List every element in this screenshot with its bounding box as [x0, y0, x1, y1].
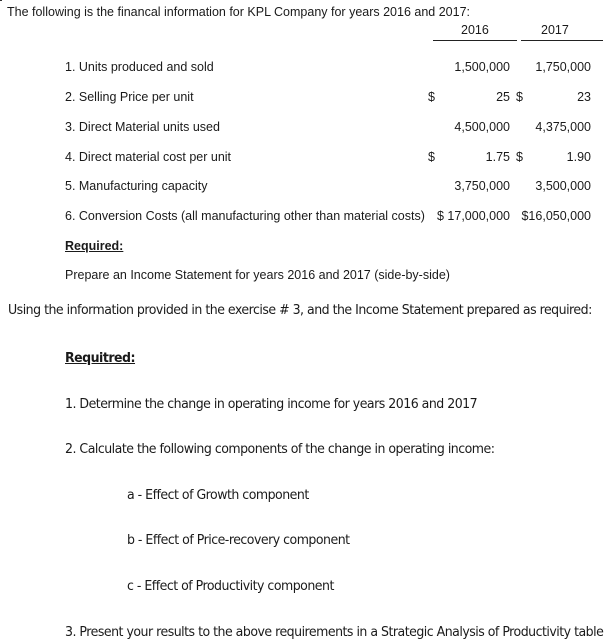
- value-2017: 3,500,000: [535, 179, 591, 193]
- dollar-sign-2017: $: [516, 90, 523, 104]
- value-2017: 23: [577, 90, 591, 104]
- value-2016: 1,500,000: [454, 60, 510, 74]
- value-2016: 1.75: [485, 150, 510, 164]
- value-2016: 4,500,000: [454, 120, 510, 134]
- requirement-3: 3. Present your results to the above requirements in a Strategic Analysis of Productivity table: [65, 624, 604, 640]
- row-label: 6. Conversion Costs (all manufacturing other than material costs): [65, 209, 425, 223]
- required-text: Prepare an Income Statement for years 2016 and 2017 (side-by-side): [65, 268, 450, 282]
- requirement-1: 1. Determine the change in operating income for years 2016 and 2017: [65, 396, 478, 412]
- value-2016: 3,750,000: [454, 179, 510, 193]
- value-2017: $16,050,000: [521, 209, 591, 223]
- dollar-sign-2017: $: [516, 150, 523, 164]
- value-2016: $ 17,000,000: [437, 209, 510, 223]
- year-header-2017: 2017: [541, 23, 569, 37]
- corner-mark: [0, 0, 2, 1]
- intro-text: Using the information provided in the exercise # 3, and the Income Statement prepared as required:: [8, 302, 592, 318]
- row-label: 5. Manufacturing capacity: [65, 179, 208, 193]
- row-label: 2. Selling Price per unit: [65, 90, 194, 104]
- page-title: The following is the financal information for KPL Company for years 2016 and 2017:: [7, 5, 470, 19]
- header-underline-2017: [521, 40, 603, 41]
- value-2017: 4,375,000: [535, 120, 591, 134]
- row-label: 1. Units produced and sold: [65, 60, 214, 74]
- requirement-2: 2. Calculate the following components of the change in operating income:: [65, 441, 495, 457]
- header-underline-2016: [433, 40, 517, 41]
- requirement-2a: a - Effect of Growth component: [127, 487, 309, 503]
- value-2016: 25: [496, 90, 510, 104]
- requitred-heading: Requitred:: [65, 350, 136, 366]
- dollar-sign-2016: $: [428, 90, 435, 104]
- row-label: 4. Direct material cost per unit: [65, 150, 232, 164]
- value-2017: 1.90: [566, 150, 591, 164]
- requirement-2c: c - Effect of Productivity component: [127, 578, 334, 594]
- value-2017: 1,750,000: [535, 60, 591, 74]
- dollar-sign-2016: $: [428, 150, 435, 164]
- requirement-2b: b - Effect of Price-recovery component: [127, 532, 350, 548]
- row-label: 3. Direct Material units used: [65, 120, 220, 134]
- year-header-2016: 2016: [461, 23, 489, 37]
- required-heading: Required:: [65, 239, 124, 253]
